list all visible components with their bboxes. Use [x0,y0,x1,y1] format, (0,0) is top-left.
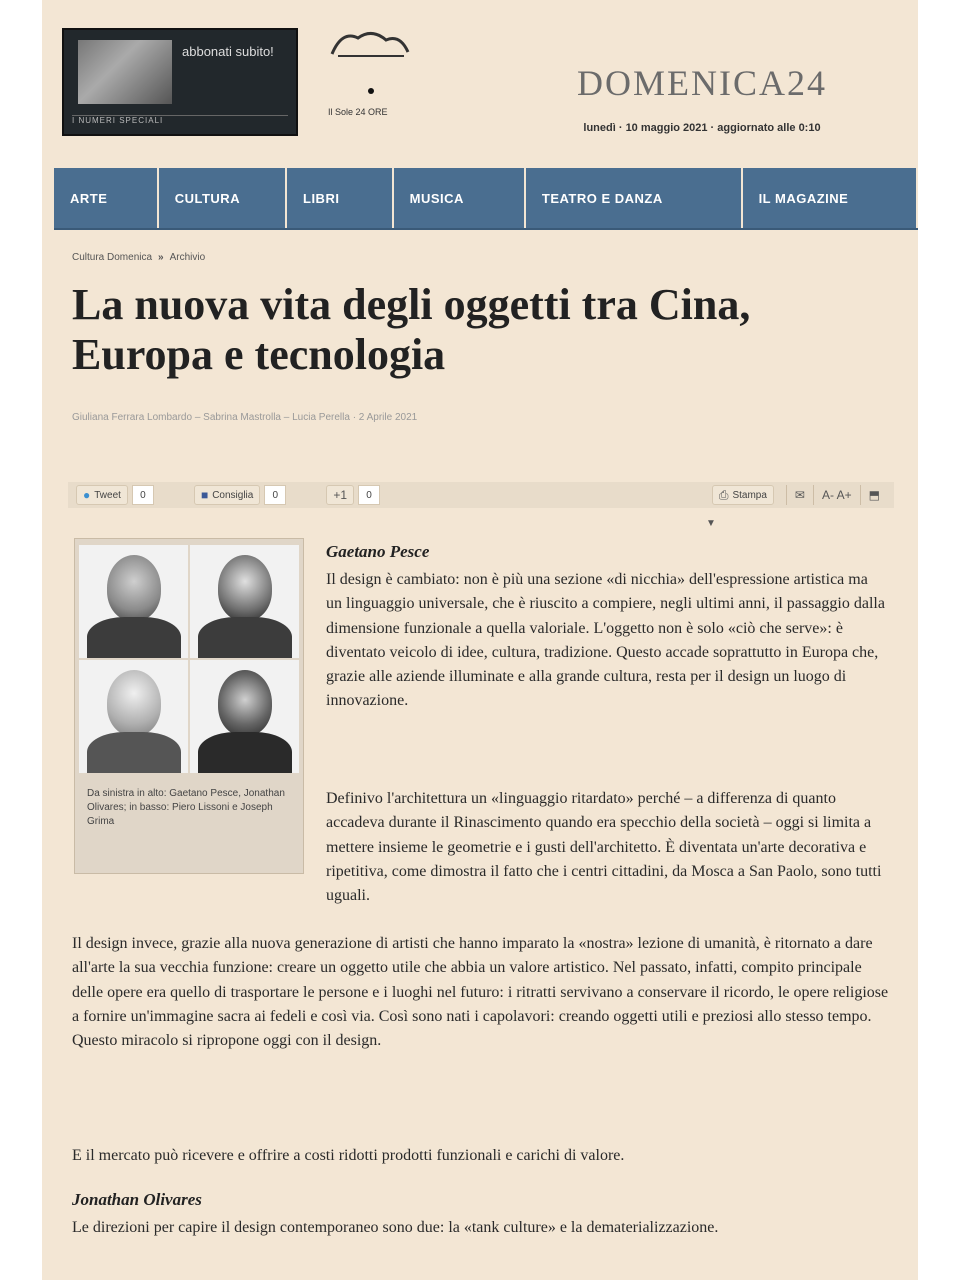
article-paragraph: Il design è cambiato: non è più una sezione «di nicchia» dell'espressione artistica ma un linguaggio universale, che è riuscito a compiere, negli ultimi anni, il passaggio dalla dimensione funzionale a quella valoriale. L'oggetto non è solo «ciò che serve»: è diventato veicolo di idee, cultura, tradizione. Questo accade soprattutto in Europa che, grazie alle aziende illuminate e alla grande cultura, resta per il design un luogo di innovazione. [326,571,885,710]
tweet-label: Tweet [94,489,121,501]
masthead-title[interactable]: DOMENICA24 [577,63,827,103]
portrait-image [79,545,188,658]
logo-mini-text: Il Sole 24 ORE [328,107,388,117]
breadcrumb-section[interactable]: Cultura Domenica [72,252,153,263]
nav-item-arte[interactable]: ARTE [54,168,159,228]
portrait-image [79,660,188,773]
bookmark-icon[interactable]: ⬒ [868,488,880,502]
tweet-button[interactable] [76,485,128,505]
plusone-button[interactable] [326,485,354,505]
article-paragraph: Le direzioni per capire il design contemporaneo sono due: la «tank culture» e la dematerializzazione. [72,1219,719,1236]
article-paragraph: Il design invece, grazie alla nuova generazione di artisti che hanno imparato la «nostra» lezione di umanità, è ritornato a dare all'arte la sua vecchia funzione: creare un oggetto utile che abbia un valore artistico. Nel passato, infatti, compito principale delle opere era quello di trasportare le persone e i luoghi nel futuro: i ritratti servivano a conservare il ricordo, le opere religiose a fornire un'immagine sacra ai fedeli e così via. Così sono nati i capolavori: creando oggetti utili e preziosi allo stesso tempo. Questo miracolo si ripropone oggi con il design. [72,935,889,1050]
article-paragraph: E il mercato può ricevere e offrire a costi ridotti prodotti funzionali e carichi di valore. [72,1147,625,1164]
toolbar-divider [786,485,787,505]
dropdown-arrow-icon[interactable]: ▼ [706,518,716,529]
main-nav [54,168,918,230]
twitter-icon: ● [83,488,91,502]
font-size-control[interactable]: A- A+ [821,488,852,502]
author-name: Gaetano Pesce [326,542,430,561]
share-label: Consiglia [212,489,254,501]
nav-item-musica[interactable]: MUSICA [394,168,526,228]
newspaper-logo[interactable] [328,24,428,144]
breadcrumb-separator-icon: » [158,252,164,263]
toolbar-divider [813,485,814,505]
email-icon[interactable]: ✉ [794,488,805,502]
logo-mark-icon [328,24,412,64]
portrait-grid [79,545,299,773]
portrait-image [190,660,299,773]
plus-icon: +1 [333,488,348,502]
ad-text: abbonati subito! [182,44,274,59]
photo-caption: Da sinistra in alto: Gaetano Pesce, Jonathan Olivares; in basso: Piero Lissoni e Joseph Grima [87,788,285,827]
subscription-ad[interactable] [62,28,298,136]
nav-item-magazine[interactable]: IL MAGAZINE [743,168,918,228]
article-byline: Giuliana Ferrara Lombardo – Sabrina Mastrolla – Lucia Perella · 2 Aprile 2021 [72,412,418,423]
article-photo [74,538,304,874]
nav-item-teatro-danza[interactable]: TEATRO E DANZA [526,168,743,228]
article-title: La nuova vita degli oggetti tra Cina, Europa e tecnologia [72,280,751,379]
page [42,0,918,1280]
facebook-icon: ■ [200,488,209,502]
share-toolbar [68,482,894,508]
toolbar-divider [860,485,861,505]
article-paragraph: Definivo l'architettura un «linguaggio ritardato» perché – a differenza di quanto accadeva durante il Rinascimento quando era specchio della società – oggi si limita a mettere insieme le geometrie e i gusti dell'architetto. È diventata un'arte decorativa e ripetitiva, come dimostra il fatto che i centri cittadini, da Mosca a San Paolo, sono tutti uguali. [326,790,882,905]
ad-cover-image [78,40,172,104]
tweet-count: 0 [132,485,154,505]
author-name: Jonathan Olivares [72,1190,202,1209]
masthead-date: lunedì · 10 maggio 2021 · aggiornato alle 0:10 [583,122,821,134]
facebook-share-button[interactable] [194,485,260,505]
share-count: 0 [264,485,286,505]
nav-item-cultura[interactable]: CULTURA [159,168,287,228]
ad-strip: I NUMERI SPECIALI [72,115,288,128]
logo-dot [368,88,374,94]
print-icon: ⎙ [718,487,729,502]
portrait-image [190,545,299,658]
print-button[interactable] [712,485,774,505]
plusone-count: 0 [358,485,380,505]
breadcrumb-sub[interactable]: Archivio [169,252,206,263]
nav-item-libri[interactable]: LIBRI [287,168,394,228]
print-label: Stampa [732,489,767,501]
breadcrumb [72,252,205,263]
